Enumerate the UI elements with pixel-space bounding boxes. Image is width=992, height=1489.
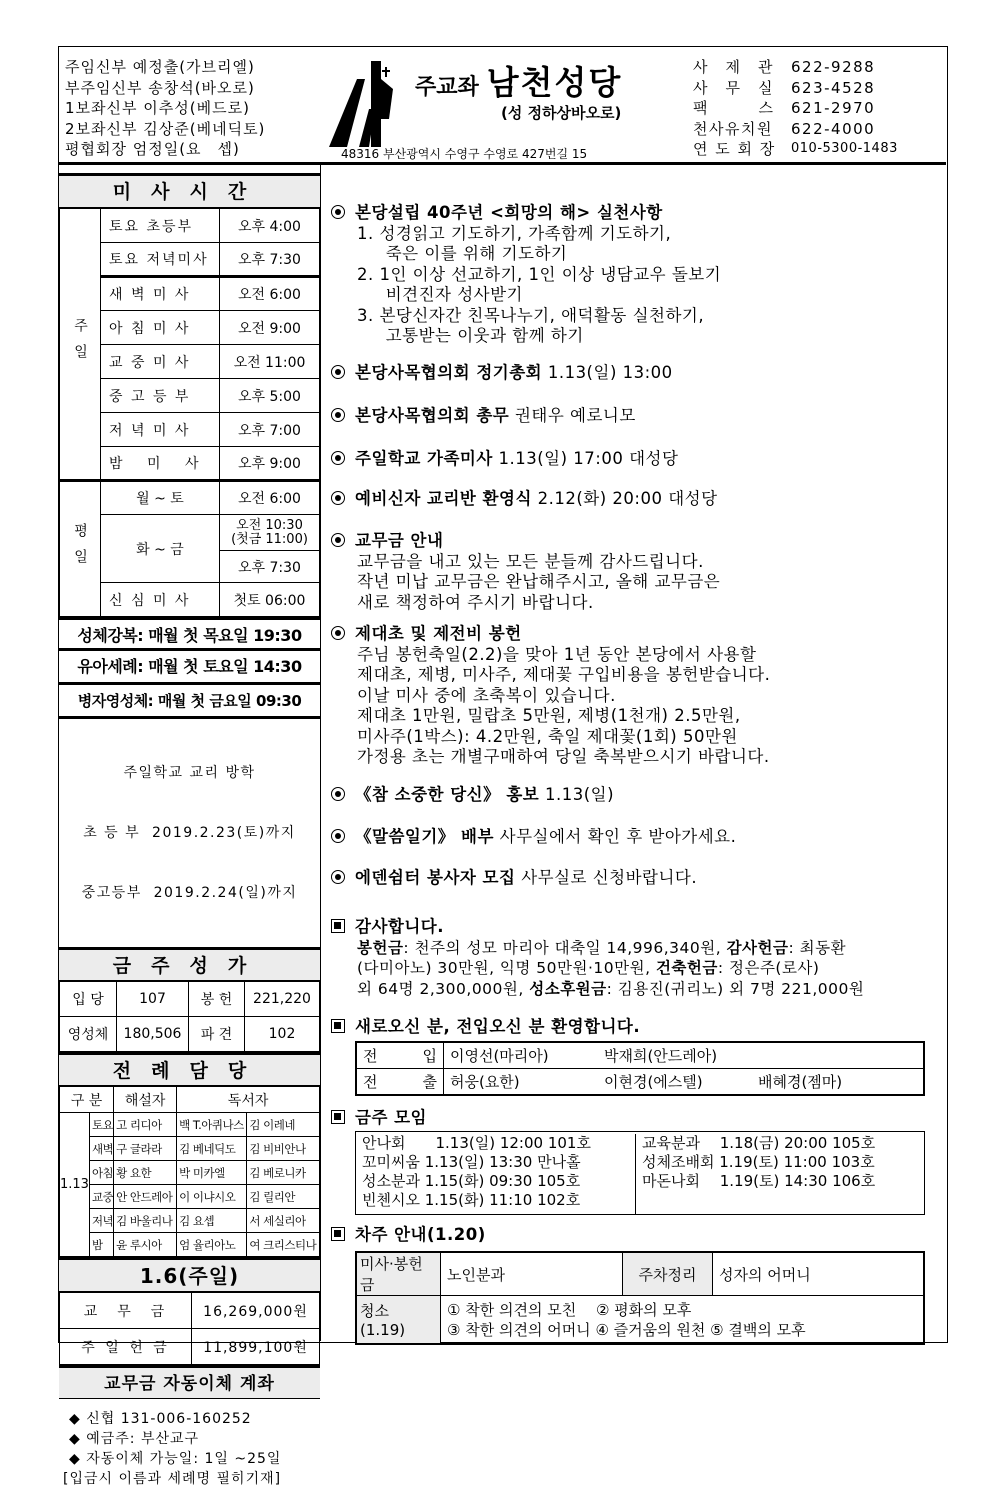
left-column xyxy=(59,165,321,1487)
reader-2: 서 세실리아 xyxy=(247,1209,320,1233)
reader-1: 박 미카엘 xyxy=(177,1161,247,1185)
contact-label: 사 제 관 xyxy=(693,58,774,76)
notice-heading xyxy=(331,449,678,470)
mass-name: 아 침 미 사 xyxy=(101,311,220,345)
meeting-entry: 꼬미씨움 1.13(일) 13:30 만나홀 xyxy=(362,1153,581,1171)
member-name: 박재희(안드레아) xyxy=(603,1047,718,1065)
offering-label: 교 무 금 xyxy=(60,1293,192,1329)
title-prefix: 주교좌 xyxy=(415,75,479,100)
mass-name: 신 심 미 사 xyxy=(101,583,220,617)
meeting-entry: 빈첸시오 1.15(화) 11:10 102호 xyxy=(362,1191,581,1209)
transfer-dates: ◆ 자동이체 가능일: 1일 ~25일 xyxy=(69,1451,282,1467)
mass-name: 토요 저녁미사 xyxy=(101,243,220,277)
staff-line: 2보좌신부 김상준(베네딕토) xyxy=(65,119,266,138)
notice-line: 미사주(1박스): 4.2만원, 축일 제대꽃(1회) 50만원 xyxy=(357,726,738,746)
cleaning-line: ① 착한 의견의 모친 ② 평화의 모후 xyxy=(447,1300,692,1319)
mass-label: 미사·봉헌금 xyxy=(357,1253,441,1296)
next-week-section xyxy=(331,1225,486,1246)
section-heading xyxy=(331,1108,427,1129)
time-note: (첫금 11:00) xyxy=(231,531,308,547)
notice-title: 에덴쉼터 봉사자 모집 xyxy=(355,868,516,887)
meeting-entry: 안나회 1.13(일) 12:00 101호 xyxy=(362,1134,591,1152)
mass-name: 교 중 미 사 xyxy=(101,345,220,379)
mass-name: 저 녁 미 사 xyxy=(101,413,220,447)
notice-line: 제대초 1만원, 밀랍초 5만원, 제병(1천개) 2.5만원, xyxy=(357,706,741,725)
transfer-note: [입금시 이름과 세례명 필히기재] xyxy=(63,1471,282,1487)
notice-title: 본당설립 40주년 <희망의 해> 실천사항 xyxy=(355,203,663,222)
bullet-icon xyxy=(331,787,345,801)
cleaning-line: ③ 착한 의견의 어머니 ④ 즐거움의 원천 ⑤ 결백의 모후 xyxy=(447,1320,806,1339)
bullet-icon xyxy=(331,451,345,465)
member-names xyxy=(443,1069,923,1095)
reader-1: 김 요셉 xyxy=(177,1209,247,1233)
account-holder: ◆ 예금주: 부산교구 xyxy=(69,1431,200,1447)
mass-time: 오후 7:00 xyxy=(220,413,320,447)
thanks-text xyxy=(331,938,931,1000)
meetings-table xyxy=(355,1131,925,1215)
mass-name: 밤 미 사 xyxy=(101,447,220,481)
bullet-icon xyxy=(331,829,345,843)
offering-table xyxy=(59,1292,320,1365)
offering-amount: 16,269,000원 xyxy=(192,1293,320,1329)
contact-label: 천사유치원 xyxy=(693,119,773,138)
mass-slot: 교중 xyxy=(89,1185,113,1209)
liturgy-row xyxy=(60,1161,320,1185)
bullet-icon xyxy=(331,626,345,640)
next-week-row xyxy=(357,1253,924,1296)
title-main: 남천성당 xyxy=(486,63,623,102)
notice-title: 《참 소중한 당신》 홍보 xyxy=(355,785,540,804)
mass-name: 토요 초등부 xyxy=(101,209,220,243)
commentator: 황 요한 xyxy=(114,1161,177,1185)
notice-heading xyxy=(331,203,721,224)
meeting-entry: 교육분과 1.18(금) 20:00 105호 xyxy=(642,1134,876,1152)
offering-title: 1.6(주일) xyxy=(59,1257,320,1292)
staff-line: 부주임신부 송창석(바오로) xyxy=(65,78,255,97)
section-heading xyxy=(331,1017,640,1038)
contact-row xyxy=(693,98,898,119)
notice-heading xyxy=(331,868,697,889)
liturgy-table xyxy=(59,1086,320,1257)
notice-line: 고통받는 이웃과 함께 하기 xyxy=(357,326,584,345)
mass-time: 오후 9:00 xyxy=(220,447,320,481)
notice-title: 본당사목협의회 총무 xyxy=(355,406,510,425)
meetings-left xyxy=(356,1134,636,1214)
staff-line: 1보좌신부 이추성(베드로) xyxy=(65,99,250,117)
next-week-row xyxy=(357,1296,924,1344)
notice-text: 2.12(화) 20:00 대성당 xyxy=(531,489,718,508)
account-number: ◆ 신협 131-006-160252 xyxy=(69,1411,252,1427)
hymn-number: 102 xyxy=(245,1017,320,1052)
notice-line: 비견진자 성사받기 xyxy=(357,285,523,304)
hymn-part: 봉 헌 xyxy=(189,982,245,1017)
mass-times-title: 미사시간 xyxy=(59,173,320,208)
special-schedule: 유아세례: 매월 첫 토요일 14:30 xyxy=(59,651,320,685)
bullet-icon xyxy=(331,870,345,884)
mass-name: 화 ~ 금 xyxy=(101,515,220,583)
notice-title: 본당사목협의회 정기총회 xyxy=(355,363,543,382)
commentator: 고 리디아 xyxy=(114,1113,177,1137)
reader-2: 여 크리스티나 xyxy=(247,1233,320,1257)
offering-amount: 11,899,100원 xyxy=(192,1329,320,1365)
commentator: 윤 루시아 xyxy=(114,1233,177,1257)
church-address: 48316 부산광역시 수영구 수영로 427번길 15 xyxy=(341,147,588,161)
notice-heading xyxy=(331,406,636,427)
next-week-table xyxy=(355,1251,925,1345)
notice-line: 중고등부 2019.2.24(일)까지 xyxy=(81,885,298,901)
mass-slot: 토요 xyxy=(89,1113,113,1137)
mass-name: 새 벽 미 사 xyxy=(101,277,220,311)
notice-text: 1.13(일) 17:00 대성당 xyxy=(492,449,679,468)
bulletin-page xyxy=(58,46,948,1487)
notice-text: 1.13(일) 13:00 xyxy=(542,363,673,382)
reader-2: 김 릴리안 xyxy=(247,1185,320,1209)
mass-value: 노인분과 xyxy=(441,1253,623,1296)
notice-item xyxy=(331,785,614,806)
fund-name: 감사헌금 xyxy=(726,938,789,957)
square-bullet-icon xyxy=(331,1019,345,1033)
notice-line: 초 등 부 2019.2.23(토)까지 xyxy=(83,825,296,841)
mass-time: 오후 4:00 xyxy=(220,209,320,243)
offering-row xyxy=(60,1293,320,1329)
bullet-icon xyxy=(331,408,345,422)
fund-name: 성소후원금 xyxy=(529,979,607,998)
fund-detail: : 김용진(귀리노) 외 7명 221,000원 xyxy=(606,979,865,998)
notice-line: 3. 본당신자간 친목나누기, 애덕활동 실천하기, xyxy=(357,305,705,325)
notice-title: 교무금 안내 xyxy=(355,531,444,550)
header-cell: 구 분 xyxy=(60,1087,114,1113)
contact-phone: 621-2970 xyxy=(791,99,876,117)
fund-name: 건축헌금 xyxy=(655,959,718,977)
commentator: 김 바울리나 xyxy=(114,1209,177,1233)
notice-title: 주일학교 가족미사 xyxy=(355,449,493,468)
sunday-school-notice xyxy=(59,719,320,947)
contact-row xyxy=(693,119,898,140)
hymn-part: 영성체 xyxy=(60,1017,117,1052)
contact-row xyxy=(693,139,898,160)
contact-row xyxy=(693,78,898,99)
thanks-section xyxy=(331,917,931,999)
member-name: 이영선(마리아) xyxy=(449,1047,549,1065)
notice-item xyxy=(331,406,636,427)
notice-title: 예비신자 교리반 환영식 xyxy=(355,489,532,508)
parking-value: 성자의 어머니 xyxy=(713,1253,924,1296)
notice-line: 가정용 초는 개별구매하여 당일 축복받으시기 바랍니다. xyxy=(357,747,770,766)
notice-line: 주일학교 교리 방학 xyxy=(123,765,256,781)
reader-2: 김 베로니카 xyxy=(247,1161,320,1185)
welcome-row xyxy=(357,1069,924,1095)
mass-time: 오전 6:00 xyxy=(220,481,320,515)
mass-time: 오후 7:30 xyxy=(220,551,320,583)
staff-line: 평협회장 엄정일(요 셉) xyxy=(65,140,240,158)
hymn-part: 파 견 xyxy=(189,1017,245,1052)
mass-time: 첫토 06:00 xyxy=(220,583,320,617)
fund-detail: : 정은주(로사) xyxy=(717,959,820,977)
notice-item xyxy=(331,203,721,347)
time-value: 오전 10:30 xyxy=(236,517,303,533)
square-bullet-icon xyxy=(331,1227,345,1241)
fund-detail: : 최동환 xyxy=(788,938,847,957)
fund-name: 봉헌금 xyxy=(357,938,404,957)
weekday-label: 평일 xyxy=(60,481,101,617)
notice-heading xyxy=(331,489,718,510)
notice-line: 1. 성경읽고 기도하기, 가족함께 기도하기, xyxy=(357,223,672,243)
reader-1: 김 베네딕도 xyxy=(177,1137,247,1161)
reader-2: 김 이레네 xyxy=(247,1113,320,1137)
welcome-table xyxy=(355,1041,925,1096)
fund-detail: : 천주의 성모 마리아 대축일 14,996,340원, xyxy=(403,938,727,957)
notice-line: 이날 미사 중에 초축복이 있습니다. xyxy=(357,685,616,705)
square-bullet-icon xyxy=(331,1110,345,1124)
mass-row xyxy=(60,481,320,515)
section-heading xyxy=(331,917,931,938)
mass-time xyxy=(220,515,320,551)
commentator: 안 안드레아 xyxy=(114,1185,177,1209)
header-cell: 해설자 xyxy=(114,1087,177,1113)
liturgy-row xyxy=(60,1137,320,1161)
staff-list xyxy=(65,57,265,160)
commentator: 구 글라라 xyxy=(114,1137,177,1161)
notice-heading xyxy=(331,624,770,645)
mass-name: 월 ~ 토 xyxy=(101,481,220,515)
mass-time: 오후 7:30 xyxy=(220,243,320,277)
welcome-row xyxy=(357,1043,924,1069)
notice-line: 작년 미납 교무금은 완납해주시고, 올해 교무금은 xyxy=(357,572,721,591)
member-name: 이현경(에스텔) xyxy=(603,1073,703,1091)
header-cell: 독서자 xyxy=(177,1087,320,1113)
hymn-part: 입 당 xyxy=(60,982,117,1017)
member-name: 배혜경(젬마) xyxy=(757,1073,843,1091)
mass-time: 오후 5:00 xyxy=(220,379,320,413)
notice-item xyxy=(331,868,697,889)
special-schedule: 병자영성체: 매월 첫 금요일 09:30 xyxy=(59,685,320,719)
contact-row xyxy=(693,57,898,78)
notice-line: 2. 1인 이상 선교하기, 1인 이상 냉담교우 돌보기 xyxy=(357,264,722,284)
bullet-icon xyxy=(331,491,345,505)
bullet-icon xyxy=(331,533,345,547)
mass-slot: 저녁 xyxy=(89,1209,113,1233)
notice-item xyxy=(331,827,736,848)
hymn-row xyxy=(60,1017,320,1052)
transfer-title: 교무금 자동이체 계좌 xyxy=(59,1365,320,1399)
notice-text: 사무실에서 확인 후 받아가세요. xyxy=(493,827,737,846)
mass-time: 오전 6:00 xyxy=(220,277,320,311)
bulletin-header xyxy=(59,47,946,165)
member-names xyxy=(443,1043,923,1069)
mass-slot: 아침 xyxy=(89,1161,113,1185)
notice-heading xyxy=(331,785,614,806)
section-heading xyxy=(331,1225,486,1246)
hymn-number: 107 xyxy=(117,982,189,1017)
fund-detail: 외 64명 2,300,000원, xyxy=(357,979,530,998)
notice-text: 사무실로 신청바랍니다. xyxy=(515,868,698,887)
mass-time: 오전 11:00 xyxy=(220,345,320,379)
reader-1: 이 이냐시오 xyxy=(177,1185,247,1209)
notice-heading xyxy=(331,827,736,848)
cleaning-groups xyxy=(441,1296,924,1344)
cleaning-label: 청소 (1.19) xyxy=(357,1296,441,1344)
meeting-entry: 성체조배회 1.19(토) 11:00 103호 xyxy=(642,1153,875,1171)
liturgy-date: 1.13 xyxy=(60,1113,90,1257)
section-title: 차주 안내(1.20) xyxy=(355,1225,486,1244)
fund-detail: (다미아노) 30만원, 익명 50만원·10만원, xyxy=(357,959,656,977)
liturgy-header-row xyxy=(60,1087,320,1113)
mass-slot: 새벽 xyxy=(89,1137,113,1161)
meeting-entry: 성소분과 1.15(화) 09:30 105호 xyxy=(362,1172,581,1190)
church-logo-icon xyxy=(329,59,409,149)
notice-line: 교무금을 내고 있는 모든 분들께 감사드립니다. xyxy=(357,551,704,571)
notice-item xyxy=(331,531,720,613)
reader-2: 김 비비안나 xyxy=(247,1137,320,1161)
notice-item xyxy=(331,624,770,768)
contact-phone: 622-4000 xyxy=(791,119,876,138)
hymn-row xyxy=(60,982,320,1017)
mass-time: 오전 9:00 xyxy=(220,311,320,345)
liturgy-row xyxy=(60,1209,320,1233)
liturgy-row xyxy=(60,1233,320,1257)
contact-phone: 010-5300-1483 xyxy=(791,141,898,156)
notice-item xyxy=(331,449,678,470)
notice-line: 새로 책정하여 주시기 바랍니다. xyxy=(357,592,594,612)
notice-item xyxy=(331,363,673,384)
offering-row xyxy=(60,1329,320,1365)
contact-label: 연 도 회 장 xyxy=(693,140,776,158)
mass-slot: 밤 xyxy=(89,1233,113,1257)
right-column xyxy=(321,165,946,1341)
sunday-label: 주일 xyxy=(60,209,101,481)
staff-line: 주임신부 예정출(가브리엘) xyxy=(65,58,255,76)
contact-phone: 622-9288 xyxy=(791,58,876,76)
church-subtitle: (성 정하상바오로) xyxy=(501,104,622,122)
bullet-icon xyxy=(331,365,345,379)
square-bullet-icon xyxy=(331,919,345,933)
notice-line: 제대초, 제병, 미사주, 제대꽃 구입비용을 봉헌받습니다. xyxy=(357,665,771,684)
mass-times-table xyxy=(59,208,320,617)
hymn-number: 221,220 xyxy=(245,982,320,1017)
contact-list xyxy=(693,57,898,160)
notice-text: 1.13(일) xyxy=(539,785,615,804)
member-name: 허웅(요한) xyxy=(449,1073,520,1091)
notice-title: 제대초 및 제전비 봉헌 xyxy=(355,624,522,643)
notice-item xyxy=(331,489,718,510)
transfer-info xyxy=(59,1399,320,1489)
move-type: 전 입 xyxy=(357,1043,444,1069)
hymns-title: 금주성가 xyxy=(59,947,320,981)
hymns-table xyxy=(59,981,320,1052)
hymn-number: 180,506 xyxy=(117,1017,189,1052)
reader-1: 엄 율리아노 xyxy=(177,1233,247,1257)
welcome-section xyxy=(331,1017,640,1038)
section-title: 금주 모임 xyxy=(355,1108,428,1127)
special-schedule: 성체강복: 매월 첫 목요일 19:30 xyxy=(59,617,320,651)
notice-heading xyxy=(331,531,720,552)
contact-label: 팩 스 xyxy=(693,99,775,117)
notice-text: 권태우 예로니모 xyxy=(509,406,636,425)
notice-line: 죽은 이를 위해 기도하기 xyxy=(357,244,568,263)
notice-line: 주님 봉헌축일(2.2)을 맞아 1년 동안 본당에서 사용할 xyxy=(357,644,757,664)
contact-label: 사 무 실 xyxy=(693,78,774,97)
mass-row xyxy=(60,209,320,243)
meetings-section xyxy=(331,1108,427,1129)
reader-1: 백 T.아퀴나스 xyxy=(177,1113,247,1137)
liturgy-row xyxy=(60,1113,320,1137)
liturgy-title: 전례담당 xyxy=(59,1052,320,1086)
bullet-icon xyxy=(331,205,345,219)
meeting-entry: 마돈나회 1.19(토) 14:30 106호 xyxy=(642,1172,876,1190)
parking-label: 주차정리 xyxy=(623,1253,713,1296)
offering-label: 주 일 헌 금 xyxy=(60,1329,192,1365)
contact-phone: 623-4528 xyxy=(791,78,876,97)
notice-heading xyxy=(331,363,673,384)
notice-title: 《말씀일기》 배부 xyxy=(355,827,494,846)
move-type: 전 출 xyxy=(357,1069,444,1095)
section-title: 새로오신 분, 전입오신 분 환영합니다. xyxy=(355,1017,641,1036)
section-title: 감사합니다. xyxy=(355,917,444,936)
mass-name: 중 고 등 부 xyxy=(101,379,220,413)
church-title xyxy=(415,57,622,104)
meetings-right xyxy=(636,1134,875,1214)
liturgy-row xyxy=(60,1185,320,1209)
